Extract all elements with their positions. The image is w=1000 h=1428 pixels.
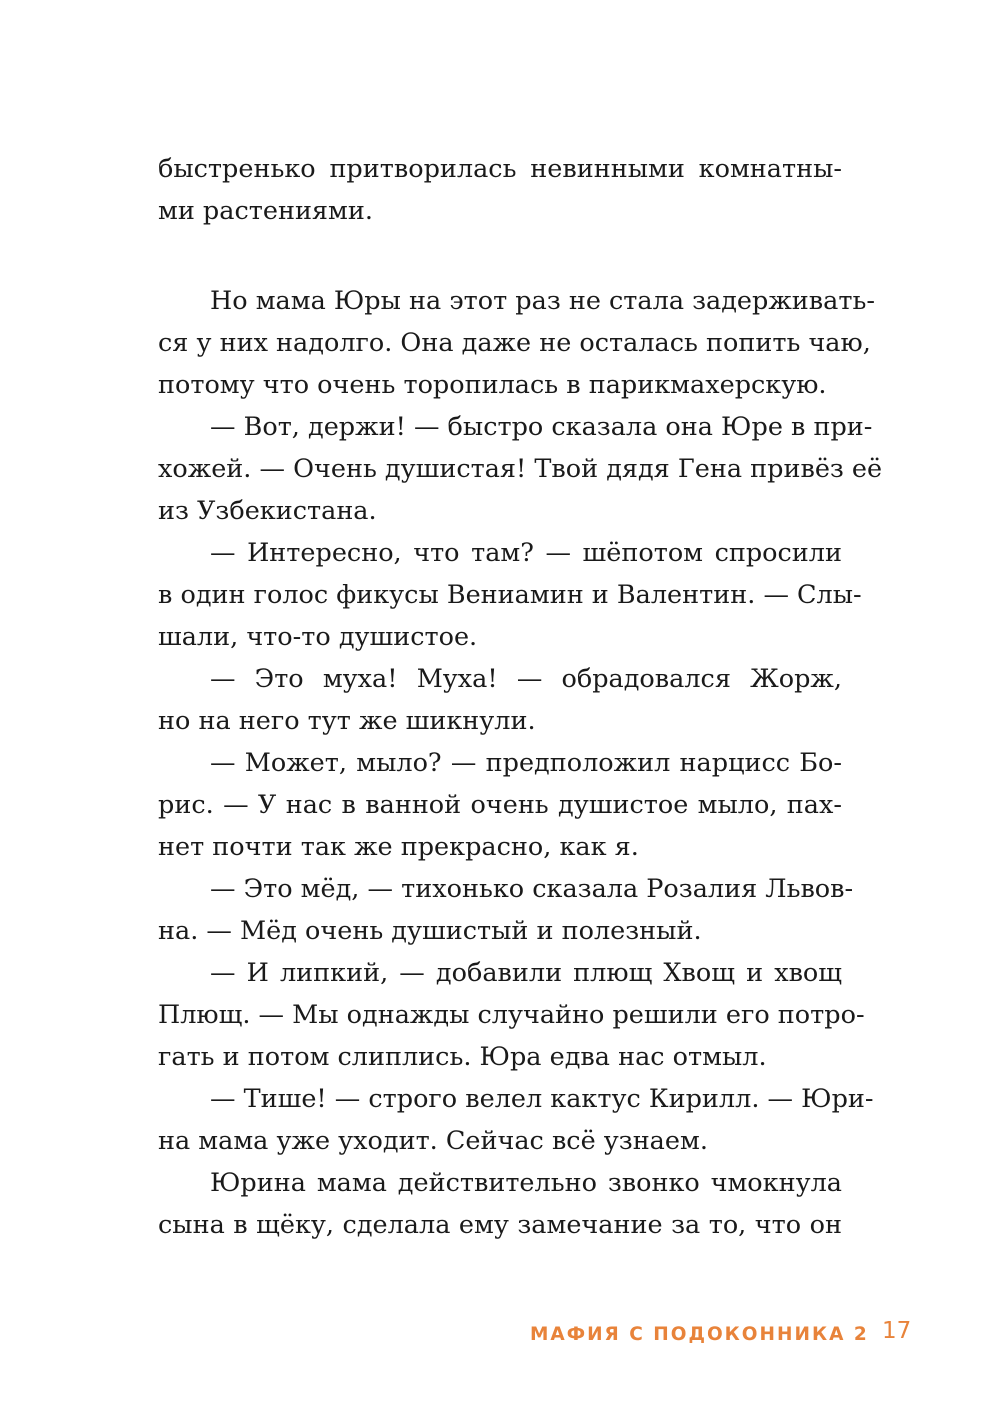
text-line: Юрина мама действительно звонко чмокнула (210, 1168, 842, 1198)
text-line: на. — Мёд очень душистый и полезный. (158, 916, 702, 946)
text-line: потому что очень торопилась в парикмахерскую. (158, 370, 827, 400)
text-line: — Это мёд, — тихонько сказала Розалия Львов- (210, 874, 854, 904)
text-line: — И липкий, — добавили плющ Хвощ и хвощ (210, 958, 842, 988)
paragraph-1 (158, 148, 842, 232)
text-line: хожей. — Очень душистая! Твой дядя Гена привёз её (158, 454, 883, 484)
text-line: шали, что-то душистое. (158, 622, 478, 652)
text-line: — Может, мыло? — предположил нарцисс Бо- (210, 748, 842, 778)
text-line: быстренько притворилась невинными комнатны- (158, 154, 842, 184)
text-line: ся у них надолго. Она даже не осталась попить чаю, (158, 328, 871, 358)
text-line: сына в щёку, сделала ему замечание за то, что он (158, 1210, 842, 1240)
running-footer-title: МАФИЯ С ПОДОКОННИКА 2 (530, 1324, 869, 1345)
paragraph-2 (158, 280, 883, 1246)
text-line: Но мама Юры на этот раз не стала задерживать- (210, 286, 875, 316)
text-line: гать и потом слиплись. Юра едва нас отмыл. (158, 1042, 767, 1072)
text-line: но на него тут же шикнули. (158, 706, 536, 736)
text-line: — Это муха! Муха! — обрадовался Жорж, (210, 664, 842, 694)
text-line: — Вот, держи! — быстро сказала она Юре в при- (210, 412, 873, 442)
text-line: рис. — У нас в ванной очень душистое мыло, пах- (158, 790, 842, 820)
text-line: Плющ. — Мы однажды случайно решили его потро- (158, 1000, 865, 1030)
text-line: в один голос фикусы Вениамин и Валентин. — Слы- (158, 580, 862, 610)
text-line: — Тише! — строго велел кактус Кирилл. — Юри- (210, 1084, 874, 1114)
text-line: ми растениями. (158, 196, 373, 226)
text-line: из Узбекистана. (158, 496, 377, 526)
text-line: на мама уже уходит. Сейчас всё узнаем. (158, 1126, 708, 1156)
page-number: 17 (882, 1318, 912, 1344)
text-line: нет почти так же прекрасно, как я. (158, 832, 639, 862)
text-line: — Интересно, что там? — шёпотом спросили (210, 538, 842, 568)
